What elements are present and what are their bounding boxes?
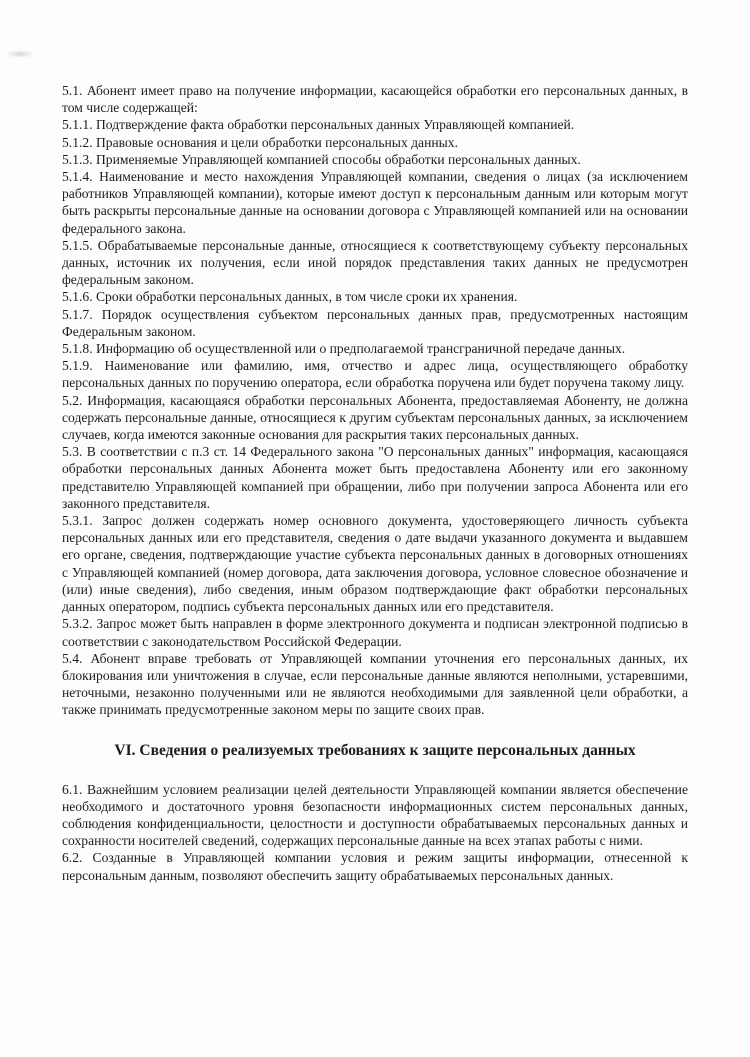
- paragraph-5-2: 5.2. Информация, касающаяся обработки персональных Абонента, предоставляемая Абоненту, не должна содержать персональные данные, относящиеся к другим субъектам персональных данных, за исключением случаев, когда имеются законные основания для раскрытия таких персональных данных.: [62, 392, 688, 443]
- paragraph-5-1-3: 5.1.3. Применяемые Управляющей компанией способы обработки персональных данных.: [62, 151, 581, 167]
- paragraph-5-3-1: 5.3.1. Запрос должен содержать номер основного документа, удостоверяющего личность субъекта персональных данных или его представителя, сведения о дате выдачи указанного документа и выдавшем его органе, сведения, подтверждающие участие субъекта персональных данных в договорных отношениях с Управляющей компанией (номер договора, дата заключения договора, условное словесное обозначение и (или) иные сведения), либо сведения, иным образом подтверждающие факт обработки персональных данных оператором, подпись субъекта персональных данных или его представителя.: [62, 513, 688, 615]
- paragraph-5-1: 5.1. Абонент имеет право на получение информации, касающейся обработки его персональных данных, в том числе содержащей:: [62, 83, 688, 116]
- paragraph-5-3: 5.3. В соответствии с п.3 ст. 14 Федерального закона "О персональных данных" информация, касающаяся обработки персональных данных Абонента может быть предоставлена Абоненту или его законному представителю Управляющей компанией при обращении, либо при получении запроса Абонента или его законного представителя.: [62, 444, 688, 511]
- paragraph-5-1-7: 5.1.7. Порядок осуществления субъектом персональных данных прав, предусмотренных настоящим Федеральным законом.: [62, 306, 688, 339]
- paragraph-5-1-6: 5.1.6. Сроки обработки персональных данных, в том числе сроки их хранения.: [62, 289, 518, 305]
- scan-smudge: [6, 50, 34, 58]
- section-6-heading: VI. Сведения о реализуемых требованиях к защите персональных данных: [114, 741, 636, 759]
- paragraph-5-3-2: 5.3.2. Запрос может быть направлен в форме электронного документа и подписан электронной подписью в соответствии с законодательством Российской Федерации.: [62, 616, 688, 649]
- paragraph-5-1-9: 5.1.9. Наименование или фамилию, имя, отчество и адрес лица, осуществляющего обработку персональных данных по поручению оператора, если обработка поручена или будет поручена такому лицу.: [62, 358, 688, 391]
- paragraph-6-2: 6.2. Созданные в Управляющей компании условия и режим защиты информации, отнесенной к персональным данным, позволяют обеспечить защиту обрабатываемых персональных данных.: [62, 850, 688, 883]
- paragraph-5-4: 5.4. Абонент вправе требовать от Управляющей компании уточнения его персональных данных, их блокирования или уничтожения в случае, если персональные данные являются неполными, устаревшими, неточными, незаконно полученными или не являются необходимыми для заявленной цели обработки, а также принимать предусмотренные законом меры по защите своих прав.: [62, 650, 688, 718]
- paragraph-5-1-5: 5.1.5. Обрабатываемые персональные данные, относящиеся к соответствующему субъекту персональных данных, источник их получения, если иной порядок представления таких данных не предусмотрен федеральным законом.: [62, 237, 688, 288]
- paragraph-5-1-4: 5.1.4. Наименование и место нахождения Управляющей компании, сведения о лицах (за исключением работников Управляющей компании), которые имеют доступ к персональным данным или которым могут быть раскрыты персональные данные на основании договора с Управляющей компанией или на основании федерального закона.: [62, 169, 688, 236]
- paragraph-5-1-2: 5.1.2. Правовые основания и цели обработки персональных данных.: [62, 134, 458, 150]
- document-body: [62, 82, 688, 884]
- paragraph-6-1: 6.1. Важнейшим условием реализации целей деятельности Управляющей компании является обеспечение необходимого и достаточного уровня безопасности информационных систем персональных данных, соблюдения конфиденциальности, целостности и доступности обрабатываемых персональных данных и сохранности носителей сведений, содержащих персональные данные на всех этапах работы с ними.: [62, 781, 688, 849]
- paragraph-5-1-8: 5.1.8. Информацию об осуществленной или о предполагаемой трансграничной передаче данных.: [62, 341, 626, 357]
- paragraph-5-1-1: 5.1.1. Подтверждение факта обработки персональных данных Управляющей компанией.: [62, 117, 575, 133]
